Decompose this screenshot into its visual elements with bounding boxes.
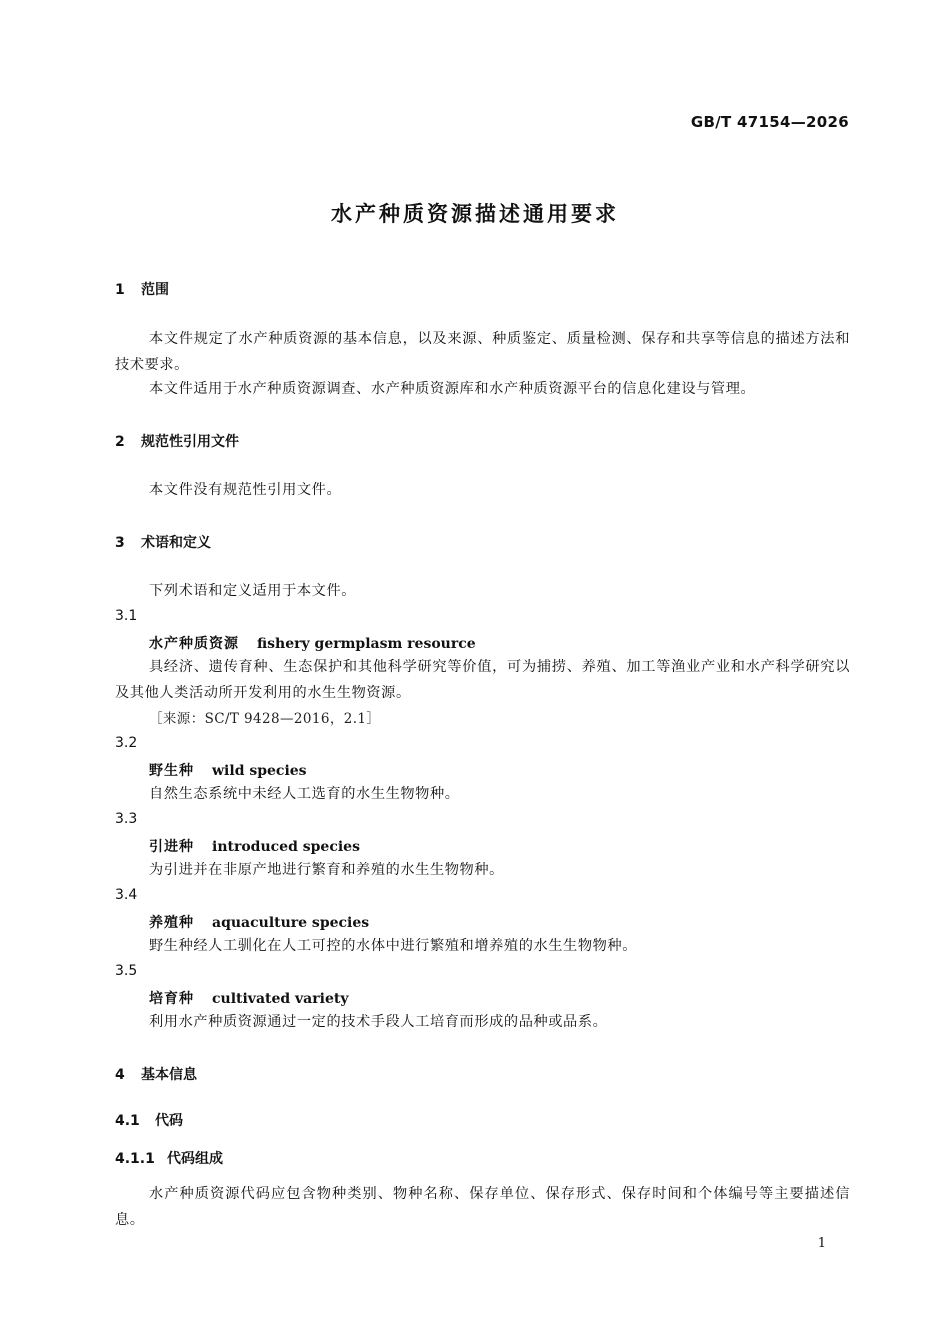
term-english: fishery germplasm resource <box>257 636 476 652</box>
section-number: 4 <box>115 1067 125 1083</box>
term-heading <box>115 760 884 780</box>
section-number: 1 <box>115 282 125 298</box>
term-heading <box>115 912 884 932</box>
term-english: wild species <box>212 763 307 779</box>
section-3-intro: 下列术语和定义适用于本文件。 <box>149 583 357 599</box>
subsection-4-1-heading <box>115 1110 850 1130</box>
term-heading <box>115 633 884 653</box>
section-title: 术语和定义 <box>141 535 211 551</box>
section-2-paragraph-1: 本文件没有规范性引用文件。 <box>149 482 342 498</box>
section-title: 基本信息 <box>141 1067 197 1083</box>
term-heading <box>115 988 884 1008</box>
section-title: 代码 <box>155 1113 183 1129</box>
subsection-4-1-1-paragraph-1: 水产种质资源代码应包含物种类别、物种名称、保存单位、保存形式、保存时间和个体编号等主要描述信息。 <box>115 1186 850 1228</box>
section-1-paragraph-1: 本文件规定了水产种质资源的基本信息，以及来源、种质鉴定、质量检测、保存和共享等信息的描述方法和技术要求。 <box>115 331 850 373</box>
section-title: 范围 <box>141 282 169 298</box>
term-number: 3.1 <box>115 608 138 624</box>
term-chinese: 野生种 <box>149 763 194 779</box>
document-title: 水产种质资源描述通用要求 <box>331 202 619 226</box>
page-number: 1 <box>817 1236 826 1251</box>
section-number: 2 <box>115 434 125 450</box>
section-4-heading <box>115 1064 850 1084</box>
section-number: 4.1.1 <box>115 1151 155 1167</box>
section-title: 代码组成 <box>167 1151 223 1167</box>
term-english: cultivated variety <box>212 991 349 1007</box>
term-definition: 自然生态系统中未经人工选育的水生生物物种。 <box>149 786 460 802</box>
term-heading <box>115 836 884 856</box>
section-title: 规范性引用文件 <box>141 434 239 450</box>
section-1-paragraph-2: 本文件适用于水产种质资源调查、水产种质资源库和水产种质资源平台的信息化建设与管理。 <box>149 381 756 397</box>
section-number: 3 <box>115 535 125 551</box>
standard-code: GB/T 47154—2026 <box>690 113 849 131</box>
term-number: 3.3 <box>115 811 138 827</box>
section-3-heading <box>115 532 850 552</box>
term-chinese: 培育种 <box>149 991 194 1007</box>
term-definition: 野生种经人工驯化在人工可控的水体中进行繁殖和增养殖的水生生物物种。 <box>149 938 637 954</box>
term-definition: 具经济、遗传育种、生态保护和其他科学研究等价值，可为捕捞、养殖、加工等渔业产业和水产科学研究以及其他人类活动所开发利用的水生生物资源。 <box>115 659 850 701</box>
term-number: 3.2 <box>115 735 138 751</box>
subsection-4-1-1-heading <box>115 1148 850 1168</box>
term-english: aquaculture species <box>212 915 370 931</box>
term-source: ［来源：SC/T 9428—2016，2.1］ <box>149 711 381 727</box>
term-chinese: 引进种 <box>149 839 194 855</box>
term-chinese: 养殖种 <box>149 915 194 931</box>
term-number: 3.5 <box>115 963 138 979</box>
term-english: introduced species <box>212 839 360 855</box>
term-definition: 利用水产种质资源通过一定的技术手段人工培育而形成的品种或品系。 <box>149 1014 608 1030</box>
term-definition: 为引进并在非原产地进行繁育和养殖的水生生物物种。 <box>149 862 504 878</box>
term-chinese: 水产种质资源 <box>149 636 239 652</box>
section-1-heading <box>115 279 850 299</box>
section-2-heading <box>115 431 850 451</box>
section-number: 4.1 <box>115 1113 140 1129</box>
term-number: 3.4 <box>115 887 138 903</box>
